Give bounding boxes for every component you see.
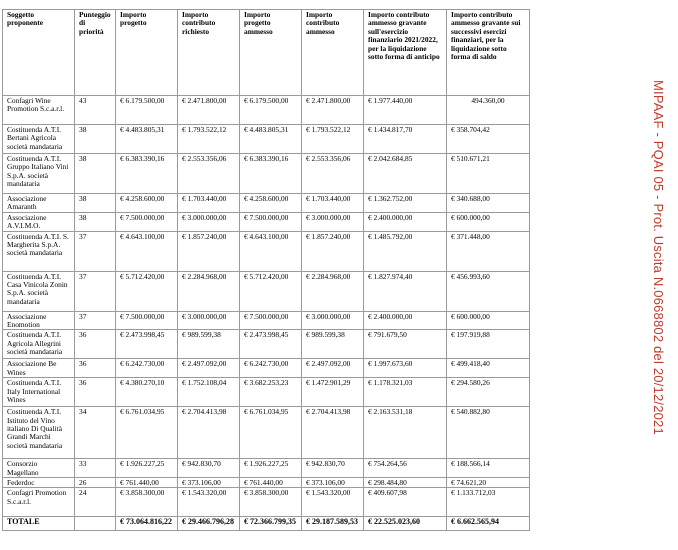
table-cell: € 1.926.227,25 bbox=[240, 459, 302, 478]
table-cell: 36 bbox=[75, 378, 116, 407]
table-cell: € 294.580,26 bbox=[447, 378, 530, 407]
table-cell: € 2.042.684,85 bbox=[364, 154, 447, 194]
table-cell: € 1.752.108,04 bbox=[178, 378, 240, 407]
table-cell: € 1.793.522,12 bbox=[178, 125, 240, 154]
cell-soggetto: Confagri Wine Promotion S.c.a.r.l. bbox=[3, 96, 75, 125]
table-cell: 38 bbox=[75, 154, 116, 194]
table-cell: € 7.500.000,00 bbox=[240, 311, 302, 330]
table-row bbox=[3, 378, 530, 407]
table-cell: € 2.284.968,00 bbox=[302, 271, 364, 311]
table-cell: € 4.643.100,00 bbox=[116, 231, 178, 271]
table-cell: € 1.543.320,00 bbox=[178, 488, 240, 517]
table-cell: € 3.000.000,00 bbox=[302, 212, 364, 231]
totals-cell: € 22.525.023,60 bbox=[364, 517, 447, 531]
table-cell: € 373.106,00 bbox=[178, 478, 240, 488]
table-cell: € 2.284.968,00 bbox=[178, 271, 240, 311]
table-row bbox=[3, 359, 530, 378]
table-cell: € 2.553.356,06 bbox=[178, 154, 240, 194]
table-cell: € 6.179.500,00 bbox=[240, 96, 302, 125]
cell-soggetto: Costituenda A.T.I. Casa Vinicola Zonin S.p.A. società mandataria bbox=[3, 271, 75, 311]
table-cell: € 1.997.673,60 bbox=[364, 359, 447, 378]
cell-soggetto: Associazione Enomotion bbox=[3, 311, 75, 330]
table-row bbox=[3, 271, 530, 311]
totals-cell: € 73.064.816,22 bbox=[116, 517, 178, 531]
table-cell: € 373.106,00 bbox=[302, 478, 364, 488]
table-cell: 38 bbox=[75, 125, 116, 154]
table-cell: € 4.483.805,31 bbox=[240, 125, 302, 154]
table-cell: € 2.553.356,06 bbox=[302, 154, 364, 194]
table-cell: € 1.133.712,03 bbox=[447, 488, 530, 517]
table-cell: € 6.761.034,95 bbox=[116, 407, 178, 459]
table-row bbox=[3, 96, 530, 125]
totals-cell: € 72.366.799,35 bbox=[240, 517, 302, 531]
table-cell: € 6.242.730,00 bbox=[116, 359, 178, 378]
table-cell: € 942.830,70 bbox=[178, 459, 240, 478]
table-cell: € 3.682.253,23 bbox=[240, 378, 302, 407]
table-row bbox=[3, 194, 530, 213]
table-cell: € 761.440,00 bbox=[240, 478, 302, 488]
table-cell: € 6.383.390,16 bbox=[116, 154, 178, 194]
table-cell: € 340.688,00 bbox=[447, 194, 530, 213]
table-cell: € 409.607,98 bbox=[364, 488, 447, 517]
table-cell: € 4.483.805,31 bbox=[116, 125, 178, 154]
table-cell: € 1.857.240,00 bbox=[302, 231, 364, 271]
table-cell: € 2.400.000,00 bbox=[364, 311, 447, 330]
table-cell: 36 bbox=[75, 359, 116, 378]
table-cell: 37 bbox=[75, 271, 116, 311]
table-cell: € 6.179.500,00 bbox=[116, 96, 178, 125]
table-cell: € 2.704.413,98 bbox=[302, 407, 364, 459]
cell-soggetto: Associazione A.V.I.M.O. bbox=[3, 212, 75, 231]
table-cell: 38 bbox=[75, 212, 116, 231]
table-cell: € 4.643.100,00 bbox=[240, 231, 302, 271]
table-cell: € 6.242.730,00 bbox=[240, 359, 302, 378]
header-anticipo: Importo contributo ammesso gravante sull'esercizio finanziario 2021/2022, per la liquidazione sotto forma di anticipo bbox=[364, 10, 447, 96]
cell-soggetto: Costituenda A.T.I. Agricola Allegrini società mandataria bbox=[3, 330, 75, 359]
cell-soggetto: Costituenda A.T.I. Istituto del Vino italiano Di Qualità Grandi Marchi società mandataria bbox=[3, 407, 75, 459]
table-cell: € 7.500.000,00 bbox=[116, 311, 178, 330]
totals-row bbox=[3, 517, 530, 531]
table-cell: € 989.599,38 bbox=[178, 330, 240, 359]
table-cell: € 4.258.600,00 bbox=[116, 194, 178, 213]
table-row bbox=[3, 330, 530, 359]
table-cell: 38 bbox=[75, 194, 116, 213]
cell-soggetto: Costituenda A.T.I. S. Margherita S.p.A. società mandataria bbox=[3, 231, 75, 271]
table-row bbox=[3, 488, 530, 517]
table-cell: 26 bbox=[75, 478, 116, 488]
table-cell: € 5.712.420,00 bbox=[116, 271, 178, 311]
table-cell: € 6.761.034,95 bbox=[240, 407, 302, 459]
table-cell: € 989.599,38 bbox=[302, 330, 364, 359]
table-cell: € 1.703.440,00 bbox=[302, 194, 364, 213]
cell-soggetto: Associazione Amaranth bbox=[3, 194, 75, 213]
table-cell: € 1.472.901,29 bbox=[302, 378, 364, 407]
cell-soggetto: Federdoc bbox=[3, 478, 75, 488]
cell-soggetto: Associazione Be Wines bbox=[3, 359, 75, 378]
table-cell: € 2.471.800,00 bbox=[302, 96, 364, 125]
table-cell: 37 bbox=[75, 311, 116, 330]
table-row bbox=[3, 154, 530, 194]
table-cell: € 1.362.752,00 bbox=[364, 194, 447, 213]
table-cell: € 2.473.998,45 bbox=[116, 330, 178, 359]
table-row bbox=[3, 231, 530, 271]
table-cell: € 510.671,21 bbox=[447, 154, 530, 194]
table-cell: € 1.793.522,12 bbox=[302, 125, 364, 154]
table-cell: € 1.485.792,00 bbox=[364, 231, 447, 271]
table-cell: € 540.882,80 bbox=[447, 407, 530, 459]
table-cell: € 761.440,00 bbox=[116, 478, 178, 488]
table-cell: € 7.500.000,00 bbox=[240, 212, 302, 231]
table-cell: € 1.926.227,25 bbox=[116, 459, 178, 478]
table-cell: € 4.258.600,00 bbox=[240, 194, 302, 213]
table-cell: € 3.000.000,00 bbox=[178, 311, 240, 330]
cell-soggetto: Confagri Promotion S.c.a.r.l. bbox=[3, 488, 75, 517]
table-cell: € 2.471.800,00 bbox=[178, 96, 240, 125]
table-cell: € 2.497.092,00 bbox=[178, 359, 240, 378]
totals-cell: € 29.187.589,53 bbox=[302, 517, 364, 531]
table-row bbox=[3, 125, 530, 154]
table-cell: € 2.400.000,00 bbox=[364, 212, 447, 231]
table-row bbox=[3, 407, 530, 459]
header-contributo-ammesso: Importo contributo ammesso bbox=[302, 10, 364, 96]
table-cell: € 499.418,40 bbox=[447, 359, 530, 378]
table-cell: € 1.434.817,70 bbox=[364, 125, 447, 154]
table-cell: € 942.830,70 bbox=[302, 459, 364, 478]
cell-soggetto: Consorzio Magellano bbox=[3, 459, 75, 478]
table-cell: € 3.858.300,00 bbox=[240, 488, 302, 517]
table-cell: 43 bbox=[75, 96, 116, 125]
table-cell: € 298.484,80 bbox=[364, 478, 447, 488]
table-cell: € 2.704.413,98 bbox=[178, 407, 240, 459]
header-row bbox=[3, 10, 530, 96]
totals-cell bbox=[75, 517, 116, 531]
table-cell: € 1.703.440,00 bbox=[178, 194, 240, 213]
table-cell: 494.360,00 bbox=[447, 96, 530, 125]
table-cell: € 74.621,20 bbox=[447, 478, 530, 488]
table-cell: € 7.500.000,00 bbox=[116, 212, 178, 231]
table-cell: € 456.993,60 bbox=[447, 271, 530, 311]
table-cell: € 791.679,50 bbox=[364, 330, 447, 359]
table-cell: € 1.543.320,00 bbox=[302, 488, 364, 517]
cell-soggetto: Costituenda A.T.I. Gruppo Italiano Vini S.p.A. società mandataria bbox=[3, 154, 75, 194]
table-cell: € 1.857.240,00 bbox=[178, 231, 240, 271]
table-cell: € 371.448,00 bbox=[447, 231, 530, 271]
table-cell: € 600.000,00 bbox=[447, 212, 530, 231]
table-cell: € 197.919,88 bbox=[447, 330, 530, 359]
table-cell: € 3.858.300,00 bbox=[116, 488, 178, 517]
table-cell: € 3.000.000,00 bbox=[302, 311, 364, 330]
totals-cell: € 6.662.565,94 bbox=[447, 517, 530, 531]
table-cell: 33 bbox=[75, 459, 116, 478]
table-cell: € 1.178.321,03 bbox=[364, 378, 447, 407]
table-cell: € 2.473.998,45 bbox=[240, 330, 302, 359]
table-cell: € 1.827.974,40 bbox=[364, 271, 447, 311]
totals-cell: € 29.466.796,28 bbox=[178, 517, 240, 531]
table-cell: 24 bbox=[75, 488, 116, 517]
table-cell: 34 bbox=[75, 407, 116, 459]
table-cell: € 754.264,56 bbox=[364, 459, 447, 478]
grants-table bbox=[2, 9, 530, 531]
header-punteggio: Punteggio di priorità bbox=[75, 10, 116, 96]
table-cell: € 5.712.420,00 bbox=[240, 271, 302, 311]
table-cell: € 358.704,42 bbox=[447, 125, 530, 154]
cell-soggetto: Costituenda A.T.I. Italy International Wines bbox=[3, 378, 75, 407]
table-cell: € 2.497.092,00 bbox=[302, 359, 364, 378]
header-importo-progetto: Importo progetto bbox=[116, 10, 178, 96]
table-row bbox=[3, 212, 530, 231]
header-contributo-richiesto: Importo contributo richiesto bbox=[178, 10, 240, 96]
header-soggetto: Soggetto proponente bbox=[3, 10, 75, 96]
table-cell: € 4.380.270,10 bbox=[116, 378, 178, 407]
table-cell: € 600.000,00 bbox=[447, 311, 530, 330]
table-cell: 37 bbox=[75, 231, 116, 271]
table-cell: € 1.977.440,00 bbox=[364, 96, 447, 125]
totals-label: TOTALE bbox=[3, 517, 75, 531]
header-progetto-ammesso: Importo progetto ammesso bbox=[240, 10, 302, 96]
table-row bbox=[3, 478, 530, 488]
table-body bbox=[3, 96, 530, 517]
table-row bbox=[3, 311, 530, 330]
protocol-stamp: MIPAAF - PQAI 05 - Prot. Uscita N.0668802 del 20/12/2021 bbox=[651, 80, 666, 435]
table-cell: € 2.163.531,18 bbox=[364, 407, 447, 459]
table-cell: € 3.000.000,00 bbox=[178, 212, 240, 231]
table-cell: 36 bbox=[75, 330, 116, 359]
table-cell: € 6.383.390,16 bbox=[240, 154, 302, 194]
table-row bbox=[3, 459, 530, 478]
header-saldo: Importo contributo ammesso gravante sui successivi esercizi finanziari, per la liquidazione sotto forma di saldo bbox=[447, 10, 530, 96]
table-cell: € 188.566,14 bbox=[447, 459, 530, 478]
cell-soggetto: Costituenda A.T.I. Bertani Agricola società mandataria bbox=[3, 125, 75, 154]
